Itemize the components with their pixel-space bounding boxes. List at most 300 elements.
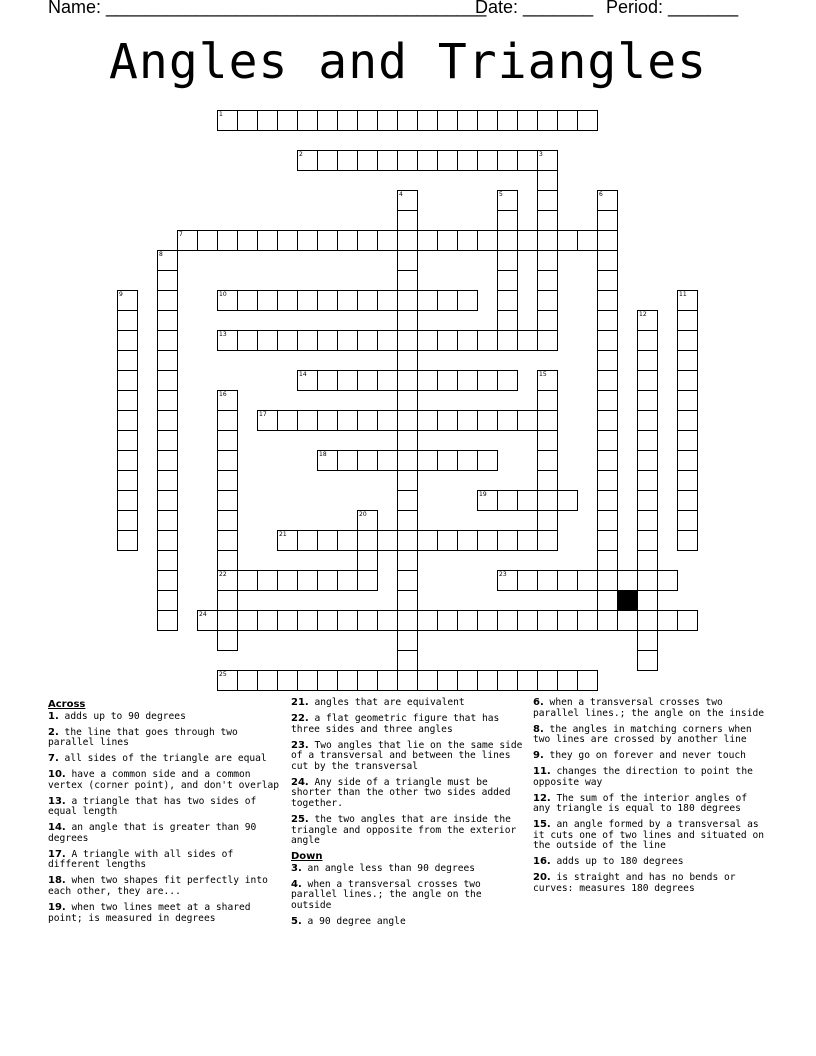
grid-cell[interactable] — [517, 110, 538, 131]
grid-cell[interactable] — [217, 390, 238, 411]
grid-cell[interactable] — [357, 510, 378, 531]
grid-cell[interactable] — [597, 210, 618, 231]
grid-cell[interactable] — [417, 290, 438, 311]
grid-cell[interactable] — [217, 470, 238, 491]
grid-cell[interactable] — [597, 410, 618, 431]
grid-cell[interactable] — [517, 410, 538, 431]
grid-cell[interactable] — [557, 110, 578, 131]
grid-cell[interactable] — [677, 430, 698, 451]
grid-cell[interactable] — [637, 310, 658, 331]
grid-cell[interactable] — [277, 110, 298, 131]
grid-cell[interactable] — [397, 270, 418, 291]
grid-cell[interactable] — [537, 270, 558, 291]
grid-cell[interactable] — [437, 150, 458, 171]
grid-cell[interactable] — [397, 450, 418, 471]
grid-cell[interactable] — [677, 310, 698, 331]
grid-cell[interactable] — [337, 570, 358, 591]
grid-cell[interactable] — [477, 670, 498, 691]
grid-cell[interactable] — [417, 610, 438, 631]
grid-cell[interactable] — [217, 630, 238, 651]
grid-cell[interactable] — [397, 110, 418, 131]
grid-cell[interactable] — [597, 590, 618, 611]
grid-cell[interactable] — [357, 670, 378, 691]
grid-cell[interactable] — [517, 230, 538, 251]
grid-cell[interactable] — [377, 330, 398, 351]
grid-cell[interactable] — [577, 110, 598, 131]
grid-cell[interactable] — [557, 570, 578, 591]
grid-cell[interactable] — [317, 330, 338, 351]
grid-cell[interactable] — [517, 530, 538, 551]
grid-cell[interactable] — [397, 330, 418, 351]
grid-cell[interactable] — [377, 610, 398, 631]
grid-cell[interactable] — [677, 370, 698, 391]
grid-cell[interactable] — [317, 450, 338, 471]
grid-cell[interactable] — [157, 550, 178, 571]
grid-cell[interactable] — [217, 510, 238, 531]
grid-cell[interactable] — [377, 110, 398, 131]
grid-cell[interactable] — [637, 470, 658, 491]
grid-cell[interactable] — [317, 370, 338, 391]
grid-cell[interactable] — [337, 290, 358, 311]
grid-cell[interactable] — [677, 450, 698, 471]
grid-cell[interactable] — [237, 610, 258, 631]
grid-cell[interactable] — [537, 370, 558, 391]
grid-cell[interactable] — [477, 150, 498, 171]
grid-cell[interactable] — [317, 150, 338, 171]
grid-cell[interactable] — [217, 330, 238, 351]
grid-cell[interactable] — [597, 310, 618, 331]
grid-cell[interactable] — [417, 530, 438, 551]
grid-cell[interactable] — [397, 550, 418, 571]
grid-cell[interactable] — [397, 430, 418, 451]
grid-cell[interactable] — [537, 490, 558, 511]
grid-cell[interactable] — [217, 670, 238, 691]
grid-cell[interactable] — [197, 230, 218, 251]
grid-cell[interactable] — [397, 150, 418, 171]
grid-cell[interactable] — [397, 470, 418, 491]
grid-cell[interactable] — [297, 230, 318, 251]
grid-cell[interactable] — [357, 530, 378, 551]
grid-cell[interactable] — [117, 490, 138, 511]
grid-cell[interactable] — [257, 670, 278, 691]
grid-cell[interactable] — [377, 370, 398, 391]
grid-cell[interactable] — [337, 110, 358, 131]
grid-cell[interactable] — [497, 110, 518, 131]
grid-cell[interactable] — [357, 410, 378, 431]
grid-cell[interactable] — [397, 370, 418, 391]
grid-cell[interactable] — [477, 110, 498, 131]
grid-cell[interactable] — [337, 330, 358, 351]
grid-cell[interactable] — [637, 630, 658, 651]
grid-cell[interactable] — [457, 450, 478, 471]
grid-cell[interactable] — [317, 230, 338, 251]
grid-cell[interactable] — [517, 330, 538, 351]
grid-cell[interactable] — [677, 330, 698, 351]
grid-cell[interactable] — [317, 570, 338, 591]
grid-cell[interactable] — [437, 530, 458, 551]
grid-cell[interactable] — [217, 430, 238, 451]
grid-cell[interactable] — [257, 290, 278, 311]
grid-cell[interactable] — [597, 370, 618, 391]
grid-cell[interactable] — [637, 510, 658, 531]
grid-cell[interactable] — [497, 310, 518, 331]
grid-cell[interactable] — [537, 110, 558, 131]
grid-cell[interactable] — [597, 510, 618, 531]
grid-cell[interactable] — [677, 530, 698, 551]
grid-cell[interactable] — [397, 610, 418, 631]
grid-cell[interactable] — [257, 330, 278, 351]
grid-cell[interactable] — [237, 570, 258, 591]
grid-cell[interactable] — [537, 250, 558, 271]
grid-cell[interactable] — [117, 410, 138, 431]
grid-cell[interactable] — [157, 590, 178, 611]
grid-cell[interactable] — [317, 530, 338, 551]
grid-cell[interactable] — [337, 410, 358, 431]
grid-cell[interactable] — [637, 330, 658, 351]
grid-cell[interactable] — [437, 330, 458, 351]
grid-cell[interactable] — [477, 530, 498, 551]
grid-cell[interactable] — [437, 230, 458, 251]
grid-cell[interactable] — [637, 450, 658, 471]
grid-cell[interactable] — [517, 570, 538, 591]
grid-cell[interactable] — [537, 510, 558, 531]
grid-cell[interactable] — [257, 110, 278, 131]
grid-cell[interactable] — [497, 190, 518, 211]
grid-cell[interactable] — [157, 270, 178, 291]
grid-cell[interactable] — [117, 330, 138, 351]
grid-cell[interactable] — [497, 330, 518, 351]
grid-cell[interactable] — [217, 610, 238, 631]
grid-cell[interactable] — [337, 150, 358, 171]
grid-cell[interactable] — [597, 390, 618, 411]
grid-cell[interactable] — [117, 370, 138, 391]
grid-cell[interactable] — [117, 530, 138, 551]
grid-cell[interactable] — [497, 270, 518, 291]
grid-cell[interactable] — [357, 290, 378, 311]
grid-cell[interactable] — [457, 110, 478, 131]
grid-cell[interactable] — [277, 670, 298, 691]
grid-cell[interactable] — [677, 350, 698, 371]
grid-cell[interactable] — [117, 390, 138, 411]
grid-cell[interactable] — [437, 110, 458, 131]
grid-cell[interactable] — [277, 290, 298, 311]
grid-cell[interactable] — [297, 370, 318, 391]
grid-cell[interactable] — [357, 550, 378, 571]
grid-cell[interactable] — [117, 350, 138, 371]
grid-cell[interactable] — [397, 350, 418, 371]
grid-cell[interactable] — [397, 670, 418, 691]
grid-cell[interactable] — [157, 510, 178, 531]
grid-cell[interactable] — [277, 610, 298, 631]
grid-cell[interactable] — [597, 250, 618, 271]
grid-cell[interactable] — [497, 410, 518, 431]
grid-cell[interactable] — [557, 670, 578, 691]
grid-cell[interactable] — [597, 490, 618, 511]
date-field-label[interactable]: Date: _______ — [475, 0, 594, 17]
grid-cell[interactable] — [597, 350, 618, 371]
grid-cell[interactable] — [477, 450, 498, 471]
grid-cell[interactable] — [597, 230, 618, 251]
grid-cell[interactable] — [497, 230, 518, 251]
grid-cell[interactable] — [157, 410, 178, 431]
grid-cell[interactable] — [397, 490, 418, 511]
grid-cell[interactable] — [337, 610, 358, 631]
grid-cell[interactable] — [217, 530, 238, 551]
grid-cell[interactable] — [497, 610, 518, 631]
grid-cell[interactable] — [317, 290, 338, 311]
grid-cell[interactable] — [617, 610, 638, 631]
grid-cell[interactable] — [597, 330, 618, 351]
grid-cell[interactable] — [457, 330, 478, 351]
grid-cell[interactable] — [537, 470, 558, 491]
grid-cell[interactable] — [157, 570, 178, 591]
grid-cell[interactable] — [597, 290, 618, 311]
grid-cell[interactable] — [537, 210, 558, 231]
grid-cell[interactable] — [577, 670, 598, 691]
grid-cell[interactable] — [357, 370, 378, 391]
grid-cell[interactable] — [537, 570, 558, 591]
grid-cell[interactable] — [377, 230, 398, 251]
grid-cell[interactable] — [677, 510, 698, 531]
grid-cell[interactable] — [557, 230, 578, 251]
grid-cell[interactable] — [457, 530, 478, 551]
grid-cell[interactable] — [277, 410, 298, 431]
grid-cell[interactable] — [357, 570, 378, 591]
grid-cell[interactable] — [397, 410, 418, 431]
grid-cell[interactable] — [397, 650, 418, 671]
grid-cell[interactable] — [417, 450, 438, 471]
grid-cell[interactable] — [537, 290, 558, 311]
grid-cell[interactable] — [497, 250, 518, 271]
grid-cell[interactable] — [217, 230, 238, 251]
grid-cell[interactable] — [537, 230, 558, 251]
grid-cell[interactable] — [437, 290, 458, 311]
grid-cell[interactable] — [217, 550, 238, 571]
grid-cell[interactable] — [677, 410, 698, 431]
grid-cell[interactable] — [637, 350, 658, 371]
grid-cell[interactable] — [377, 450, 398, 471]
grid-cell[interactable] — [257, 410, 278, 431]
grid-cell[interactable] — [537, 150, 558, 171]
grid-cell[interactable] — [497, 210, 518, 231]
grid-cell[interactable] — [537, 330, 558, 351]
grid-cell[interactable] — [397, 590, 418, 611]
grid-cell[interactable] — [257, 230, 278, 251]
grid-cell[interactable] — [677, 490, 698, 511]
grid-cell[interactable] — [397, 570, 418, 591]
grid-cell[interactable] — [477, 230, 498, 251]
name-field-label[interactable]: Name: ______________________________________ — [48, 0, 487, 17]
grid-cell[interactable] — [117, 470, 138, 491]
grid-cell[interactable] — [677, 390, 698, 411]
grid-cell[interactable] — [457, 230, 478, 251]
grid-cell[interactable] — [637, 370, 658, 391]
grid-cell[interactable] — [457, 410, 478, 431]
grid-cell[interactable] — [637, 570, 658, 591]
grid-cell[interactable] — [577, 230, 598, 251]
grid-cell[interactable] — [157, 250, 178, 271]
grid-cell[interactable] — [217, 590, 238, 611]
grid-cell[interactable] — [457, 290, 478, 311]
grid-cell[interactable] — [317, 410, 338, 431]
grid-cell[interactable] — [157, 490, 178, 511]
grid-cell[interactable] — [297, 410, 318, 431]
grid-cell[interactable] — [597, 470, 618, 491]
grid-cell[interactable] — [497, 490, 518, 511]
grid-cell[interactable] — [597, 530, 618, 551]
grid-cell[interactable] — [377, 410, 398, 431]
grid-cell[interactable] — [117, 510, 138, 531]
grid-cell[interactable] — [417, 670, 438, 691]
grid-cell[interactable] — [597, 430, 618, 451]
grid-cell[interactable] — [637, 490, 658, 511]
grid-cell[interactable] — [157, 470, 178, 491]
grid-cell[interactable] — [217, 110, 238, 131]
grid-cell[interactable] — [437, 610, 458, 631]
grid-cell[interactable] — [337, 370, 358, 391]
grid-cell[interactable] — [117, 290, 138, 311]
grid-cell[interactable] — [497, 150, 518, 171]
grid-cell[interactable] — [597, 190, 618, 211]
grid-cell[interactable] — [497, 670, 518, 691]
grid-cell[interactable] — [537, 390, 558, 411]
grid-cell[interactable] — [157, 350, 178, 371]
grid-cell[interactable] — [157, 430, 178, 451]
grid-cell[interactable] — [657, 570, 678, 591]
grid-cell[interactable] — [277, 230, 298, 251]
grid-cell[interactable] — [537, 310, 558, 331]
grid-cell[interactable] — [277, 330, 298, 351]
grid-cell[interactable] — [577, 610, 598, 631]
grid-cell[interactable] — [597, 610, 618, 631]
grid-cell[interactable] — [417, 410, 438, 431]
grid-cell[interactable] — [637, 390, 658, 411]
grid-cell[interactable] — [377, 150, 398, 171]
grid-cell[interactable] — [517, 670, 538, 691]
grid-cell[interactable] — [557, 610, 578, 631]
grid-cell[interactable] — [657, 610, 678, 631]
grid-cell[interactable] — [157, 330, 178, 351]
grid-cell[interactable] — [357, 330, 378, 351]
grid-cell[interactable] — [677, 290, 698, 311]
grid-cell[interactable] — [417, 370, 438, 391]
grid-cell[interactable] — [297, 330, 318, 351]
grid-cell[interactable] — [237, 230, 258, 251]
grid-cell[interactable] — [297, 150, 318, 171]
grid-cell[interactable] — [397, 510, 418, 531]
grid-cell[interactable] — [637, 550, 658, 571]
grid-cell[interactable] — [337, 450, 358, 471]
grid-cell[interactable] — [637, 530, 658, 551]
grid-cell[interactable] — [457, 370, 478, 391]
grid-cell[interactable] — [637, 410, 658, 431]
grid-cell[interactable] — [397, 190, 418, 211]
grid-cell[interactable] — [597, 550, 618, 571]
grid-cell[interactable] — [557, 490, 578, 511]
grid-cell[interactable] — [397, 250, 418, 271]
grid-cell[interactable] — [157, 370, 178, 391]
grid-cell[interactable] — [237, 330, 258, 351]
grid-cell[interactable] — [397, 310, 418, 331]
grid-cell[interactable] — [397, 530, 418, 551]
grid-cell[interactable] — [477, 410, 498, 431]
grid-cell[interactable] — [437, 370, 458, 391]
grid-cell[interactable] — [497, 370, 518, 391]
grid-cell[interactable] — [237, 290, 258, 311]
grid-cell[interactable] — [257, 570, 278, 591]
grid-cell[interactable] — [497, 290, 518, 311]
grid-cell[interactable] — [437, 410, 458, 431]
grid-cell[interactable] — [317, 110, 338, 131]
grid-cell[interactable] — [457, 670, 478, 691]
grid-cell[interactable] — [217, 570, 238, 591]
grid-cell[interactable] — [417, 150, 438, 171]
grid-cell[interactable] — [477, 370, 498, 391]
grid-cell[interactable] — [117, 430, 138, 451]
grid-cell[interactable] — [437, 670, 458, 691]
grid-cell[interactable] — [537, 430, 558, 451]
grid-cell[interactable] — [377, 530, 398, 551]
grid-cell[interactable] — [517, 610, 538, 631]
grid-cell[interactable] — [197, 610, 218, 631]
grid-cell[interactable] — [597, 270, 618, 291]
grid-cell[interactable] — [597, 570, 618, 591]
grid-cell[interactable] — [577, 570, 598, 591]
grid-cell[interactable] — [417, 110, 438, 131]
grid-cell[interactable] — [277, 570, 298, 591]
grid-cell[interactable] — [237, 110, 258, 131]
grid-cell[interactable] — [537, 530, 558, 551]
grid-cell[interactable] — [377, 670, 398, 691]
grid-cell[interactable] — [517, 150, 538, 171]
grid-cell[interactable] — [237, 670, 258, 691]
grid-cell[interactable] — [157, 390, 178, 411]
grid-cell[interactable] — [537, 170, 558, 191]
grid-cell[interactable] — [397, 630, 418, 651]
grid-cell[interactable] — [397, 290, 418, 311]
grid-cell[interactable] — [157, 310, 178, 331]
grid-cell[interactable] — [417, 330, 438, 351]
grid-cell[interactable] — [337, 670, 358, 691]
grid-cell[interactable] — [477, 610, 498, 631]
grid-cell[interactable] — [597, 450, 618, 471]
grid-cell[interactable] — [397, 390, 418, 411]
grid-cell[interactable] — [537, 450, 558, 471]
grid-cell[interactable] — [317, 610, 338, 631]
grid-cell[interactable] — [217, 450, 238, 471]
grid-cell[interactable] — [617, 570, 638, 591]
grid-cell[interactable] — [157, 530, 178, 551]
grid-cell[interactable] — [297, 110, 318, 131]
grid-cell[interactable] — [477, 330, 498, 351]
grid-cell[interactable] — [397, 210, 418, 231]
grid-cell[interactable] — [537, 410, 558, 431]
grid-cell[interactable] — [297, 570, 318, 591]
grid-cell[interactable] — [537, 670, 558, 691]
grid-cell[interactable] — [457, 610, 478, 631]
grid-cell[interactable] — [357, 450, 378, 471]
grid-cell[interactable] — [337, 530, 358, 551]
grid-cell[interactable] — [357, 610, 378, 631]
grid-cell[interactable] — [537, 190, 558, 211]
grid-cell[interactable] — [157, 450, 178, 471]
grid-cell[interactable] — [677, 610, 698, 631]
grid-cell[interactable] — [517, 490, 538, 511]
grid-cell[interactable] — [637, 610, 658, 631]
grid-cell[interactable] — [437, 450, 458, 471]
grid-cell[interactable] — [497, 530, 518, 551]
grid-cell[interactable] — [357, 110, 378, 131]
